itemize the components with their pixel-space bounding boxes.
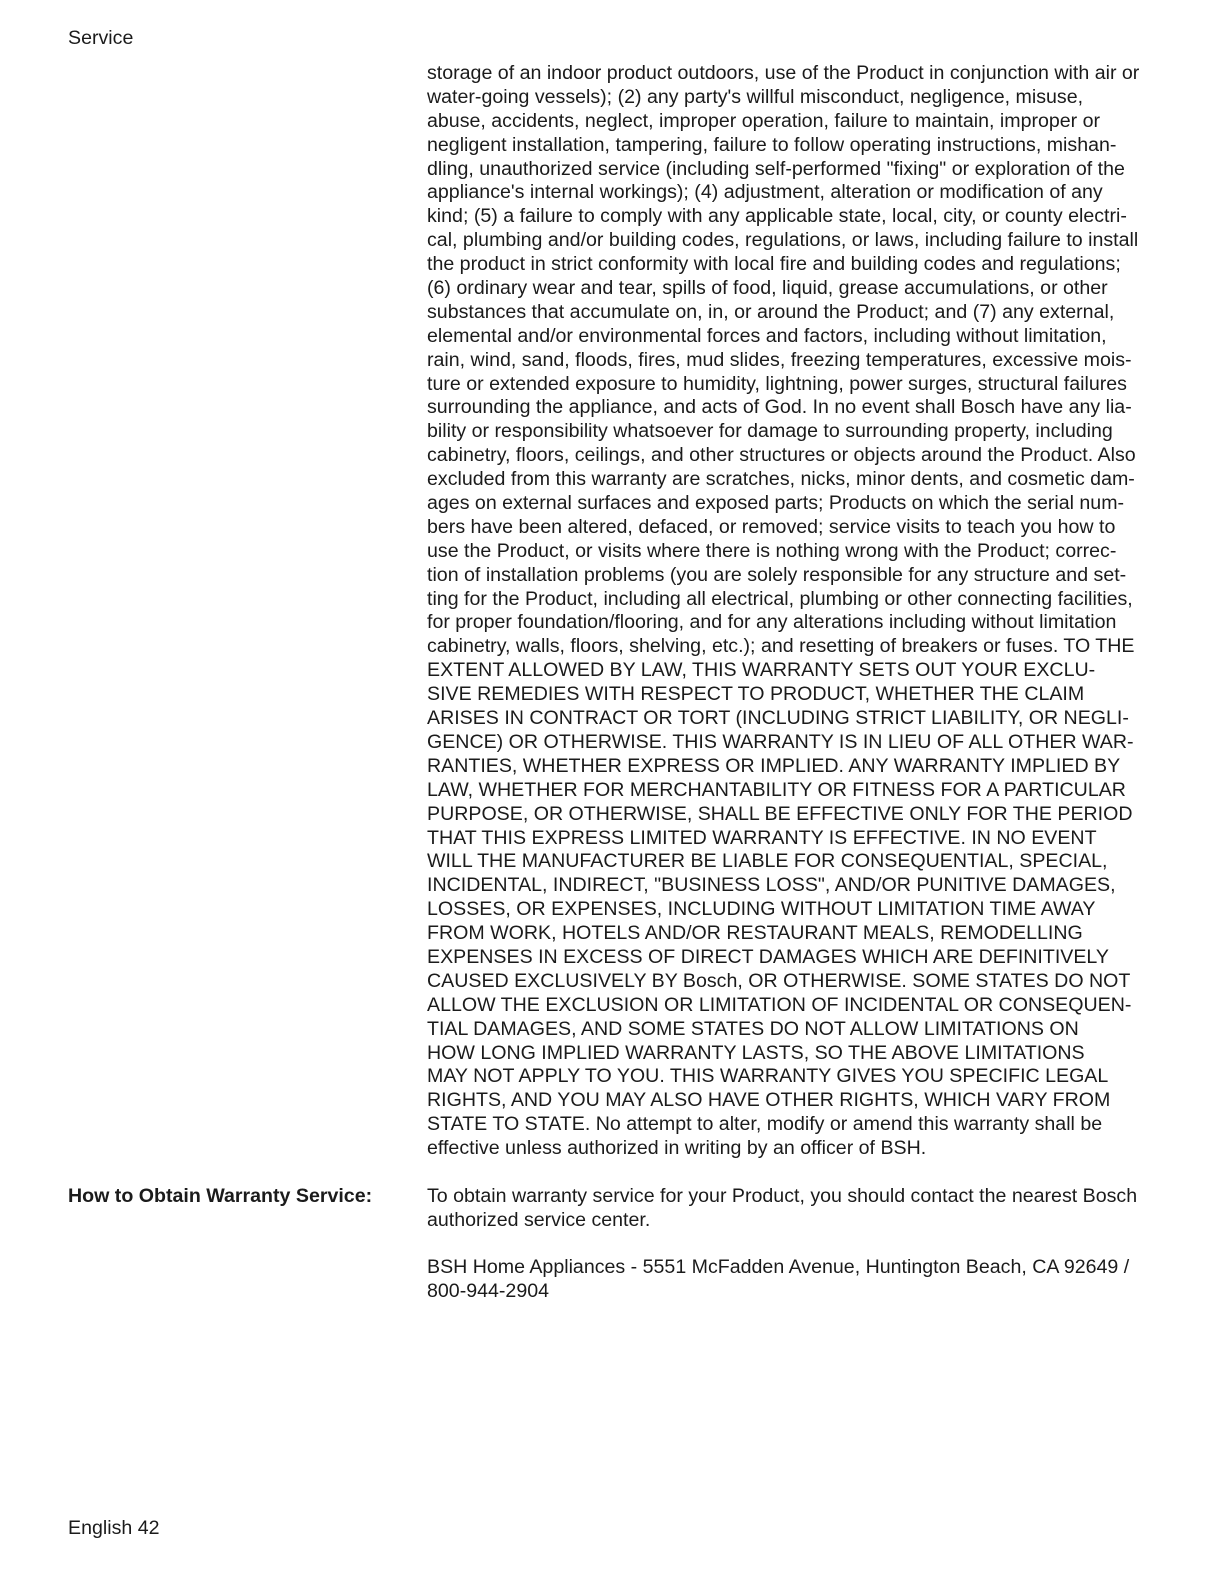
text-line: HOW LONG IMPLIED WARRANTY LASTS, SO THE ABOVE LIMITATIONS: [427, 1041, 1085, 1064]
text-line: substances that accumulate on, in, or around the Product; and (7) any external,: [427, 300, 1115, 323]
text-line: RIGHTS, AND YOU MAY ALSO HAVE OTHER RIGHTS, WHICH VARY FROM: [427, 1089, 1111, 1112]
text-line: abuse, accidents, neglect, improper operation, failure to maintain, improper or: [427, 109, 1101, 132]
text-line: storage of an indoor product outdoors, use of the Product in conjunction with air or: [427, 62, 1140, 84]
text-line: RANTIES, WHETHER EXPRESS OR IMPLIED. ANY WARRANTY IMPLIED BY: [427, 754, 1121, 777]
text-line: cal, plumbing and/or building codes, regulations, or laws, including failure to install: [427, 229, 1139, 252]
text-line: cabinetry, floors, ceilings, and other structures or objects around the Product. Also: [427, 444, 1136, 467]
text-line: rain, wind, sand, floods, fires, mud slides, freezing temperatures, excessive mois-: [427, 348, 1132, 371]
text-line: MAY NOT APPLY TO YOU. THIS WARRANTY GIVES YOU SPECIFIC LEGAL: [427, 1065, 1109, 1088]
text-line: PURPOSE, OR OTHERWISE, SHALL BE EFFECTIVE ONLY FOR THE PERIOD: [427, 802, 1133, 825]
obtain-warranty-service-label: How to Obtain Warranty Service:: [68, 1185, 373, 1207]
text-line: water-going vessels); (2) any party's willful misconduct, negligence, misuse,: [427, 85, 1084, 108]
text-line: excluded from this warranty are scratches, nicks, minor dents, and cosmetic dam-: [427, 468, 1135, 491]
text-line: authorized service center.: [427, 1208, 651, 1231]
text-line: EXTENT ALLOWED BY LAW, THIS WARRANTY SETS OUT YOUR EXCLU-: [427, 659, 1096, 682]
text-line: TIAL DAMAGES, AND SOME STATES DO NOT ALLOW LIMITATIONS ON: [427, 1017, 1079, 1040]
page-footer: English 42: [68, 1517, 160, 1539]
text-line: To obtain warranty service for your Product, you should contact the nearest Bosch: [427, 1185, 1138, 1207]
service-center-address: [427, 1256, 1187, 1304]
text-line: FROM WORK, HOTELS AND/OR RESTAURANT MEALS, REMODELLING: [427, 922, 1083, 945]
text-line: surrounding the appliance, and acts of God. In no event shall Bosch have any lia-: [427, 396, 1132, 419]
text-line: LAW, WHETHER FOR MERCHANTABILITY OR FITNESS FOR A PARTICULAR: [427, 778, 1126, 801]
text-line: INCIDENTAL, INDIRECT, "BUSINESS LOSS", AND/OR PUNITIVE DAMAGES,: [427, 874, 1116, 897]
text-line: SIVE REMEDIES WITH RESPECT TO PRODUCT, WHETHER THE CLAIM: [427, 683, 1085, 706]
text-line: BSH Home Appliances - 5551 McFadden Avenue, Huntington Beach, CA 92649 /: [427, 1256, 1130, 1278]
text-line: GENCE) OR OTHERWISE. THIS WARRANTY IS IN LIEU OF ALL OTHER WAR-: [427, 730, 1134, 753]
warranty-exclusions-paragraph: [427, 62, 1187, 1161]
running-header: Service: [68, 27, 134, 49]
text-line: LOSSES, OR EXPENSES, INCLUDING WITHOUT LIMITATION TIME AWAY: [427, 898, 1096, 921]
text-line: (6) ordinary wear and tear, spills of food, liquid, grease accumulations, or other: [427, 277, 1108, 300]
text-line: effective unless authorized in writing by an officer of BSH.: [427, 1137, 927, 1160]
text-line: for proper foundation/flooring, and for any alterations including without limitation: [427, 611, 1117, 634]
text-line: bility or responsibility whatsoever for damage to surrounding property, including: [427, 420, 1113, 443]
text-line: cabinetry, walls, floors, shelving, etc.); and resetting of breakers or fuses. TO THE: [427, 635, 1135, 658]
text-line: THAT THIS EXPRESS LIMITED WARRANTY IS EFFECTIVE. IN NO EVENT: [427, 826, 1097, 849]
text-line: WILL THE MANUFACTURER BE LIABLE FOR CONSEQUENTIAL, SPECIAL,: [427, 850, 1108, 873]
text-line: ages on external surfaces and exposed parts; Products on which the serial num-: [427, 492, 1125, 515]
text-line: ting for the Product, including all electrical, plumbing or other connecting facilities,: [427, 587, 1133, 610]
text-line: ARISES IN CONTRACT OR TORT (INCLUDING STRICT LIABILITY, OR NEGLI-: [427, 707, 1129, 730]
text-line: elemental and/or environmental forces and factors, including without limitation,: [427, 324, 1107, 347]
text-line: EXPENSES IN EXCESS OF DIRECT DAMAGES WHICH ARE DEFINITIVELY: [427, 945, 1109, 968]
obtain-warranty-service-paragraph: [427, 1185, 1187, 1233]
text-line: STATE TO STATE. No attempt to alter, modify or amend this warranty shall be: [427, 1113, 1103, 1136]
text-line: dling, unauthorized service (including self-performed "fixing" or exploration of the: [427, 157, 1125, 180]
text-line: tion of installation problems (you are solely responsible for any structure and set-: [427, 563, 1127, 586]
text-line: 800-944-2904: [427, 1279, 550, 1302]
text-line: bers have been altered, defaced, or removed; service visits to teach you how to: [427, 515, 1116, 538]
text-line: the product in strict conformity with local fire and building codes and regulations;: [427, 253, 1121, 276]
text-line: use the Product, or visits where there is nothing wrong with the Product; correc-: [427, 539, 1117, 562]
text-line: ture or extended exposure to humidity, lightning, power surges, structural failures: [427, 372, 1127, 395]
text-line: appliance's internal workings); (4) adjustment, alteration or modification of any: [427, 181, 1103, 204]
text-line: ALLOW THE EXCLUSION OR LIMITATION OF INCIDENTAL OR CONSEQUEN-: [427, 993, 1132, 1016]
text-line: kind; (5) a failure to comply with any applicable state, local, city, or county electri-: [427, 205, 1127, 228]
text-line: CAUSED EXCLUSIVELY BY Bosch, OR OTHERWISE. SOME STATES DO NOT: [427, 969, 1131, 992]
text-line: negligent installation, tampering, failure to follow operating instructions, mishan-: [427, 133, 1117, 156]
